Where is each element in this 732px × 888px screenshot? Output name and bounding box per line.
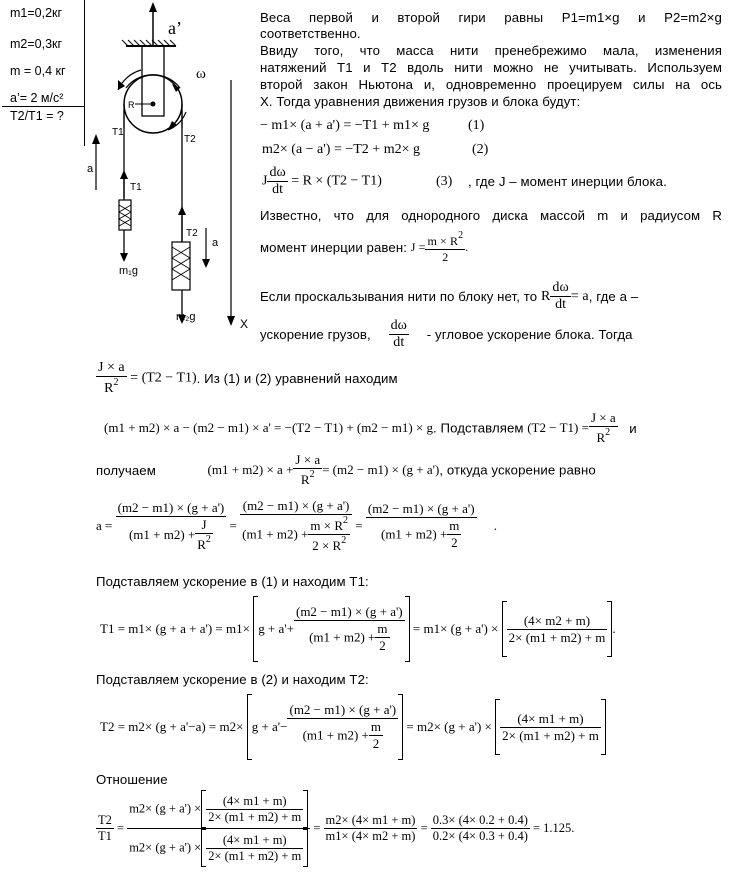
label-T2-top: T2 <box>184 134 196 145</box>
equation-3-number: (3) <box>436 174 453 189</box>
text-p1b: соответственно. <box>260 26 361 41</box>
t2-in-den-a: (m1 + m2) + <box>302 727 369 743</box>
equation-2: m2× (a − a') = −T2 + m2× g <box>262 142 420 157</box>
t1-in-den-frac <box>375 621 389 654</box>
acc-den1-sup: 2 <box>205 533 211 545</box>
acc-frac-2-num: (m2 − m1) × (g + a') <box>240 498 352 515</box>
eq3-J: J <box>262 173 268 189</box>
ratio-big-num <box>127 790 310 829</box>
t2-in-den-den: 2 <box>372 736 380 751</box>
t1-lhs: T1 = m1× (g + a + a') = m1× <box>100 621 250 636</box>
eq3-den: dt <box>272 182 283 197</box>
ratio-frac-3-num: 0.3× (4× 0.2 + 0.4) <box>432 813 528 827</box>
acc-dot: . <box>493 518 498 533</box>
acc-den2-num-sup: 2 <box>343 515 349 526</box>
t1-dot: . <box>612 621 616 636</box>
p7-den-wrap <box>589 427 618 446</box>
t2-r-frac <box>500 711 601 744</box>
p4a: Если проскальзывания нити по блоку нет, то <box>260 289 538 304</box>
acc-den3-frac <box>447 518 461 551</box>
acc-frac-1 <box>116 500 227 553</box>
acc-frac-1-den <box>116 517 227 553</box>
label-m2g: m₂g <box>176 311 196 323</box>
p4-eq: = a <box>570 288 589 304</box>
text-p3b <box>260 230 468 265</box>
ratio-frac-2 <box>324 813 418 844</box>
r-bot-den: 2× (m1 + m2) + m <box>208 848 302 863</box>
p4-num: dω <box>552 280 569 295</box>
p6-num: J × a <box>98 360 125 375</box>
acc-den1-num: J <box>195 517 213 534</box>
text-p1: Веса первой и второй гири равны P1=m1×g и P2=m2×g <box>260 10 722 25</box>
p6-sup: 2 <box>113 377 119 388</box>
text-p2b: натяжений T1 и T2 вдоль нити можно не учитывать. Используем <box>260 60 722 75</box>
ratio-eq-3: = <box>420 821 428 835</box>
text-p2d: X. Тогда уравнения движения грузов и блока будут: <box>260 94 581 109</box>
t1-in-den-a: (m1 + m2) + <box>309 629 376 645</box>
t1-in-den-num: m <box>377 621 388 636</box>
p6-rhs: = (T2 − T1) <box>130 370 197 386</box>
t2-in-den-num: m <box>370 719 382 734</box>
equation-1: − m1× (a + a') = −T1 + m1× g <box>260 118 430 133</box>
label-a-prime: a’ <box>168 18 182 38</box>
p5-den: dt <box>393 335 405 350</box>
label-omega: ω <box>196 66 206 82</box>
acc-lhs: a = <box>96 518 113 533</box>
p6-fraction <box>96 360 127 397</box>
moment-of-inertia <box>410 230 469 264</box>
t2-in-num: (m2 − m1) × (g + a') <box>289 702 397 717</box>
p7-text: . Подставляем <box>432 420 524 436</box>
ratio-eq-2: = <box>313 821 321 835</box>
t2-r-den: 2× (m1 + m2) + m <box>502 727 599 743</box>
acc-den2-frac <box>308 515 350 554</box>
j-num-text: m × R <box>427 234 459 248</box>
acc-frac-2 <box>240 498 352 554</box>
p7-num: J × a <box>590 410 616 425</box>
text-p4 <box>260 280 722 313</box>
label-T1-mid: T1 <box>130 182 142 193</box>
acc-den2-num-wrap <box>308 515 350 535</box>
ratio-frac-3-den: 0.2× (4× 0.3 + 0.4) <box>432 829 528 843</box>
sub-heading-1: Подставляем ускорение в (1) и находим T1: <box>96 574 369 589</box>
j-num <box>425 230 465 250</box>
acc-den1-a: (m1 + m2) + <box>128 526 196 542</box>
label-T1-top: T1 <box>112 127 124 138</box>
j-num-sup: 2 <box>458 230 464 241</box>
p5-num: dω <box>390 318 407 333</box>
given-a-prime: a’= 2 м/с² <box>10 91 64 105</box>
acc-frac-2-den <box>240 515 352 554</box>
ratio-lhs-den: T1 <box>98 829 112 843</box>
r-bot-num: (4× m1 + m) <box>206 833 303 849</box>
p3b-label: момент инерции равен: <box>260 240 407 255</box>
acc-den1-den: R <box>197 536 206 552</box>
p6-den-wrap <box>96 377 127 397</box>
acceleration-formula <box>96 498 497 554</box>
acc-den3-num: m <box>449 518 460 533</box>
given-m: m = 0,4 кг <box>10 64 66 78</box>
sub-heading-2: Подставляем ускорение в (2) и находим T2: <box>96 672 369 687</box>
acc-den2-num: m × R <box>310 518 344 533</box>
ratio-frac-3 <box>431 813 530 844</box>
ratio-frac-2-num: m2× (4× m1 + m) <box>325 813 416 827</box>
equation-3 <box>262 165 382 198</box>
given-divider <box>2 106 84 107</box>
label-a-left: a <box>87 163 94 175</box>
text-p7 <box>104 410 724 446</box>
acc-den1-den-wrap <box>195 534 213 553</box>
acc-den2-den-wrap <box>308 535 350 554</box>
acc-eq-2: = <box>355 518 363 533</box>
ratio-result: = 1.125. <box>533 821 575 835</box>
r-top-num: (4× m1 + m) <box>206 794 303 810</box>
equation-3-text: , где J – момент инерции блока. <box>468 174 667 189</box>
acc-eq-1: = <box>229 518 237 533</box>
t2-right-bracket-1 <box>398 694 403 760</box>
p8-lhs: (m1 + m2) × a + <box>207 462 294 477</box>
eq3-fraction <box>267 165 287 198</box>
equation-2-number: (2) <box>472 142 489 157</box>
ratio-lhs-num: T2 <box>98 813 112 827</box>
j-dot: . <box>465 240 469 254</box>
ratio-label: Отношение <box>96 772 168 787</box>
r-bot-frac <box>206 833 303 864</box>
ratio-big-frac <box>127 790 310 867</box>
p8-fraction <box>293 452 322 488</box>
t1-in-num: (m2 − m1) × (g + a') <box>295 604 403 619</box>
text-p5 <box>260 318 722 351</box>
t1-in-frac <box>294 604 405 654</box>
p4-den: dt <box>555 297 567 312</box>
ratio-eq-1: = <box>117 821 125 835</box>
text-p2c: второй закон Ньютона и, одновременно проецируем силы на ось <box>260 77 722 92</box>
j-lhs: J = <box>410 240 426 254</box>
p8-rhs: = (m2 − m1) × (g + a') <box>322 462 440 477</box>
pulley-diagram <box>86 0 256 340</box>
p8-den-wrap <box>293 469 322 488</box>
p7-sup: 2 <box>605 427 611 438</box>
text-p2a: Ввиду того, что масса нити пренебрежимо мала, изменения <box>260 43 722 58</box>
label-R: R <box>128 100 135 110</box>
acc-den2-a: (m1 + m2) + <box>242 526 309 542</box>
p6-den: R <box>104 381 114 396</box>
given-m1: m1=0,2кг <box>10 6 63 20</box>
j-fraction <box>425 230 465 265</box>
j-den: 2 <box>442 250 449 264</box>
ratio-lhs <box>96 813 114 844</box>
p5a: ускорение грузов, <box>260 327 371 342</box>
p8-text: , откуда ускорение равно <box>439 462 596 478</box>
acc-den2-den-sup: 2 <box>341 535 347 546</box>
ratio-frac-2-den: m1× (4× m2 + m) <box>325 829 416 843</box>
t1-mid: = m1× (g + a') × <box>412 621 499 636</box>
eq3-num: dω <box>269 165 286 180</box>
t2-right-bracket-2 <box>601 699 606 755</box>
acc-frac-3-num: (m2 − m1) × (g + a') <box>367 501 475 516</box>
text-p8 <box>96 452 722 488</box>
eq3-rhs: = R × (T2 − T1) <box>291 173 382 189</box>
p7-and: и <box>629 420 637 436</box>
acc-den3-a: (m1 + m2) + <box>380 526 448 542</box>
acc-den2-den: 2 × R <box>312 538 342 553</box>
r-bot-right-bracket <box>303 829 308 867</box>
t1-in-a: g + a'+ <box>258 621 294 636</box>
acc-frac-3-den <box>366 518 477 551</box>
p5-fraction <box>389 318 409 351</box>
text-p3a: Известно, что для однородного диска массой m и радиусом R <box>260 208 722 223</box>
given-m2: m2=0,3кг <box>10 37 63 51</box>
t1-in-den-den: 2 <box>379 638 386 653</box>
text-p6 <box>96 360 398 397</box>
ratio-formula <box>96 790 574 867</box>
t1-formula <box>100 596 616 662</box>
p8-num: J × a <box>295 452 321 467</box>
given-vertical-line <box>84 0 85 146</box>
t2-in-a: g + a'− <box>251 719 288 734</box>
t1-r-num: (4× m2 + m) <box>507 613 608 630</box>
t2-mid: = m2× (g + a') × <box>406 719 492 734</box>
t2-formula <box>100 694 606 760</box>
label-a-right: a <box>212 237 219 249</box>
acc-den1-frac <box>195 517 213 553</box>
p5-rest: - угловое ускорение блока. Тогда <box>426 327 633 342</box>
p7-lhs: (T2 − T1) = <box>527 420 589 435</box>
p8-sup: 2 <box>309 469 315 480</box>
t2-in-frac <box>287 702 398 752</box>
p6-text: . Из (1) и (2) уравнений находим <box>196 371 398 386</box>
t2-in-den <box>287 719 398 752</box>
t1-r-frac <box>507 613 608 646</box>
label-X: X <box>240 317 249 331</box>
r-top-a: m2× (g + a') × <box>129 801 202 816</box>
t2-r-num: (4× m1 + m) <box>500 711 601 728</box>
label-T2-mid: T2 <box>186 228 198 239</box>
given-find: T2/T1 = ? <box>10 109 64 123</box>
r-top-right-bracket <box>303 790 308 828</box>
p7-den: R <box>596 430 606 445</box>
t2-lhs: T2 = m2× (g + a'−a) = m2× <box>100 719 244 734</box>
acc-frac-1-num: (m2 − m1) × (g + a') <box>117 499 225 515</box>
equation-1-number: (1) <box>468 118 485 133</box>
p7-fraction <box>589 410 618 446</box>
p8-a: получаем <box>96 462 156 478</box>
t1-in-den <box>294 621 405 654</box>
p4-R: R <box>540 288 551 304</box>
acc-den3-den: 2 <box>451 535 458 550</box>
r-bot-a: m2× (g + a') × <box>129 840 202 855</box>
ratio-big-den <box>127 829 310 867</box>
t1-r-den: 2× (m1 + m2) + m <box>508 629 606 645</box>
r-top-den: 2× (m1 + m2) + m <box>208 809 302 824</box>
r-top-frac <box>206 794 303 825</box>
p4-rest: , где a – <box>588 289 639 304</box>
acc-frac-3 <box>366 501 477 551</box>
label-m1g: m₁g <box>119 265 138 277</box>
p8-den: R <box>300 472 310 487</box>
p4-fraction <box>550 280 570 313</box>
t1-right-bracket-1 <box>405 596 410 662</box>
p7-equation: (m1 + m2) × a − (m2 − m1) × a' = −(T2 − T1) + (m2 − m1) × g <box>104 420 433 435</box>
t2-in-den-frac <box>369 719 383 752</box>
